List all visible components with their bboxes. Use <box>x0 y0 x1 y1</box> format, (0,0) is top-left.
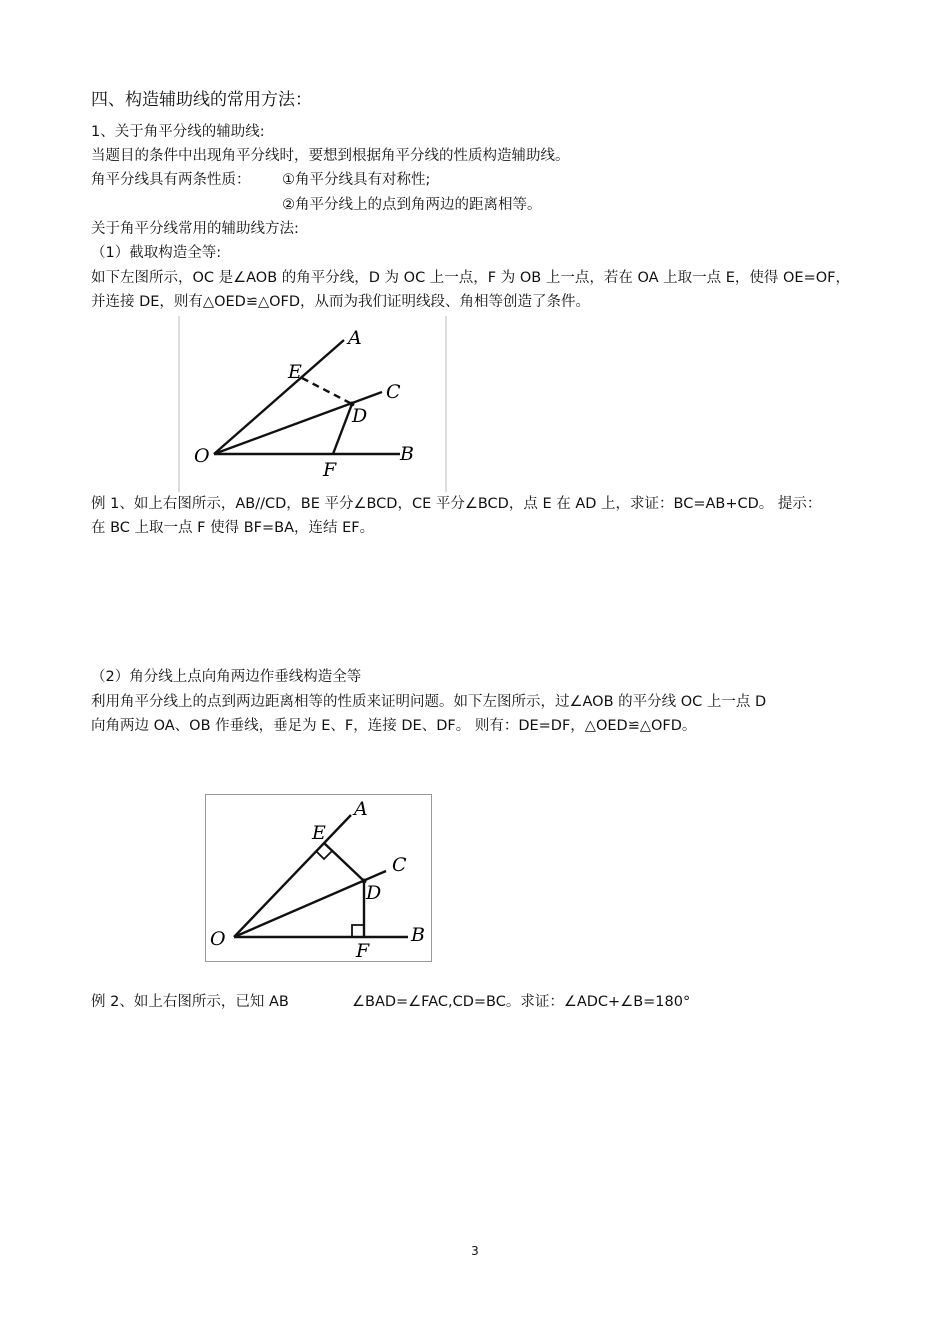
label-f: F <box>356 940 370 961</box>
right-angle-mark-f <box>352 925 364 937</box>
label-c: C <box>386 381 401 403</box>
section-heading: 四、构造辅助线的常用方法： <box>91 90 312 110</box>
example2-suffix: ∠BAD=∠FAC,CD=BC。求证：∠ADC+∠B=180° <box>352 994 691 1010</box>
method2-desc-line1: 利用角平分线上的点到两边距离相等的性质来证明问题。如下左图所示，过∠AOB 的平分线 OC 上一点 D <box>91 694 767 710</box>
segment-df <box>333 404 352 454</box>
figure-2-diagram <box>206 795 431 961</box>
label-a: A <box>354 798 368 820</box>
label-a: A <box>348 327 362 349</box>
page-number: 3 <box>471 1244 479 1258</box>
right-angle-mark-e <box>316 851 332 859</box>
ray-oa <box>214 340 344 454</box>
figure-perpendicular-construction <box>205 794 432 962</box>
segment-de <box>324 843 364 881</box>
methods-lead: 关于角平分线常用的辅助线方法: <box>91 221 299 237</box>
method1-title: （1）截取构造全等: <box>91 245 222 261</box>
label-d: D <box>366 882 382 904</box>
properties-lead: 角平分线具有两条性质： <box>91 172 251 188</box>
method2-desc-line2: 向角两边 OA、OB 作垂线，垂足为 E、F，连接 DE、DF。 则有：DE=DF，△OED≌△OFD。 <box>91 718 697 734</box>
method1-desc-line2: 并连接 DE，则有△OED≌△OFD，从而为我们证明线段、角相等创造了条件。 <box>91 294 591 310</box>
segment-ed <box>302 378 352 404</box>
label-e: E <box>288 361 302 383</box>
example2-prefix: 例 2、如上右图所示，已知 AB <box>91 994 289 1010</box>
method2-title: （2）角分线上点向角两边作垂线构造全等 <box>91 669 362 685</box>
figure-angle-bisector-truncation <box>178 316 450 492</box>
label-b: B <box>400 443 414 465</box>
example1-line2: 在 BC 上取一点 F 使得 BF=BA，连结 EF。 <box>91 520 375 536</box>
example1-line1: 例 1、如上右图所示，AB//CD，BE 平分∠BCD，CE 平分∠BCD，点 E 在 AD 上，求证：BC=AB+CD。 提示： <box>91 496 822 512</box>
ray-oa <box>234 815 351 937</box>
subsection-title: 1、关于角平分线的辅助线: <box>91 124 265 140</box>
label-e: E <box>312 822 326 844</box>
label-f: F <box>323 459 337 481</box>
property-2: ②角平分线上的点到角两边的距离相等。 <box>282 197 542 213</box>
intro-text: 当题目的条件中出现角平分线时，要想到根据角平分线的性质构造辅助线。 <box>91 148 570 164</box>
label-o: O <box>210 928 226 950</box>
label-o: O <box>194 445 210 467</box>
label-b: B <box>411 924 425 946</box>
method1-desc-line1: 如下左图所示，OC 是∠AOB 的角平分线，D 为 OC 上一点，F 为 OB 上一点，若在 OA 上取一点 E，使得 OE=OF， <box>91 270 850 286</box>
figure-1-diagram <box>178 316 450 492</box>
property-1: ①角平分线具有对称性; <box>282 172 431 188</box>
label-d: D <box>352 405 368 427</box>
label-c: C <box>392 854 407 876</box>
